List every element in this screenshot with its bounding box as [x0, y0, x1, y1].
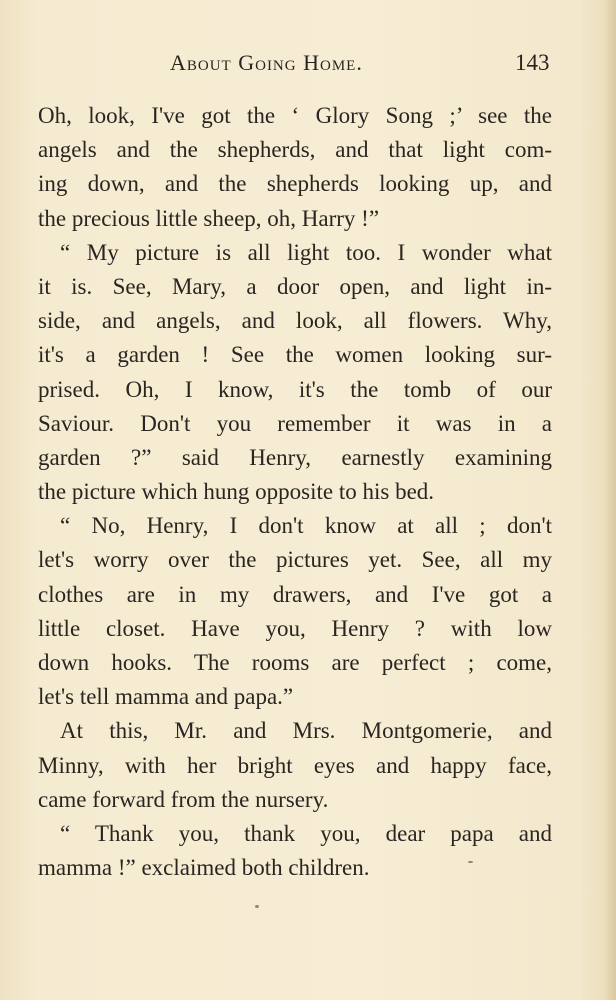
text-line: came forward from the nursery.: [38, 786, 329, 812]
text-line: the picture which hung opposite to his bed.: [38, 479, 435, 505]
text-line: “ Thank you, thank you, dear papa and: [60, 820, 552, 846]
text-line: it is. See, Mary, a door open, and light in-: [38, 273, 552, 299]
text-line: At this, Mr. and Mrs. Montgomerie, and: [60, 718, 552, 744]
text-line: Oh, look, I've got the ‘ Glory Song ;’ see the: [38, 103, 552, 128]
text-line: prised. Oh, I know, it's the tomb of our: [38, 376, 552, 402]
text-line: it's a garden ! See the women looking sur-: [38, 342, 552, 368]
text-line: “ No, Henry, I don't know at all ; don't: [60, 513, 552, 539]
ink-speck: [255, 905, 259, 908]
body-text: [38, 99, 552, 885]
text-line: “ My picture is all light too. I wonder what: [60, 239, 552, 265]
text-line: ing down, and the shepherds looking up, and: [38, 171, 552, 197]
text-line: mamma !” exclaimed both children.: [38, 855, 370, 881]
text-line: garden ?” said Henry, earnestly examining: [38, 444, 552, 470]
text-line: side, and angels, and look, all flowers. Why,: [38, 308, 552, 334]
text-line: little closet. Have you, Henry ? with low: [38, 615, 552, 641]
text-line: Minny, with her bright eyes and happy face,: [38, 752, 552, 778]
text-line: the precious little sheep, oh, Harry !”: [38, 205, 380, 231]
text-line: angels and the shepherds, and that light com-: [38, 137, 552, 163]
text-line: Saviour. Don't you remember it was in a: [38, 410, 552, 436]
running-title: About Going Home.: [170, 50, 363, 75]
text-line: let's tell mamma and papa.”: [38, 684, 294, 710]
ink-speck: [468, 861, 473, 863]
text-line: down hooks. The rooms are perfect ; come,: [38, 650, 552, 675]
text-line: clothes are in my drawers, and I've got a: [38, 581, 552, 607]
page-edge-shadow: [604, 0, 616, 1000]
page-number: 143: [515, 50, 550, 75]
text-line: let's worry over the pictures yet. See, all my: [38, 547, 552, 573]
running-head: [0, 50, 616, 80]
